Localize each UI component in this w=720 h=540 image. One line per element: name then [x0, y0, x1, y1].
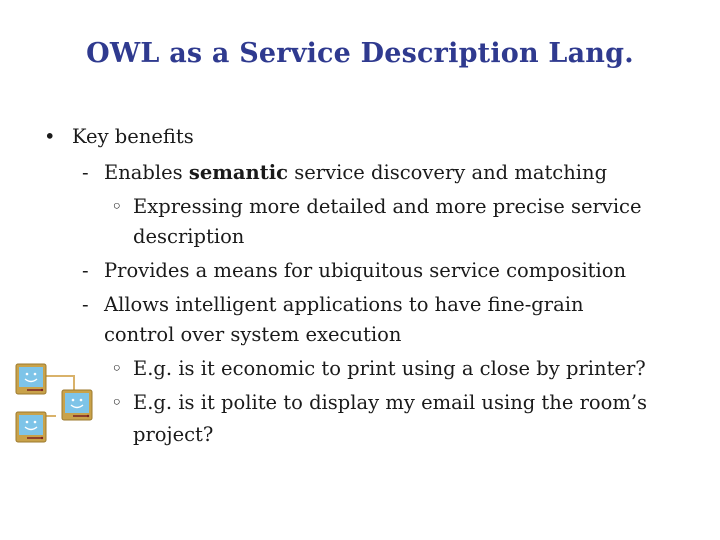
slide-title: OWL as a Service Description Lang.	[86, 38, 634, 69]
circle-marker: ◦	[111, 195, 123, 218]
dash-marker: -	[82, 161, 89, 184]
text-before: Enables	[104, 161, 189, 184]
sub-bullet-text	[104, 156, 607, 190]
sub-sub-bullet-line2: project?	[133, 423, 214, 446]
text-after: service discovery and matching	[288, 161, 608, 184]
networked-computers-icon	[12, 360, 112, 460]
computer-middle-icon	[62, 390, 92, 420]
circle-marker: ◦	[111, 357, 123, 380]
sub-sub-bullet-text: E.g. is it economic to print using a close by printer?	[133, 357, 646, 380]
computer-bottom-left-icon	[16, 412, 46, 442]
sub-bullet-text: Provides a means for ubiquitous service composition	[104, 259, 627, 282]
bullet-marker: •	[44, 125, 56, 148]
sub-bullet-line1: Allows intelligent applications to have fine-grain	[104, 293, 584, 316]
dash-marker: -	[82, 259, 89, 282]
computer-top-left-icon	[16, 364, 46, 394]
circle-marker: ◦	[111, 391, 123, 414]
sub-sub-bullet-line1: Expressing more detailed and more precise service	[133, 195, 642, 218]
dash-marker: -	[82, 293, 89, 316]
sub-sub-bullet-line1: E.g. is it polite to display my email using the room’s	[133, 391, 648, 414]
sub-sub-bullet-line2: description	[133, 225, 245, 248]
bullet-text: Key benefits	[72, 125, 194, 148]
sub-bullet-line2: control over system execution	[104, 323, 402, 346]
bold-term: semantic	[188, 161, 289, 184]
